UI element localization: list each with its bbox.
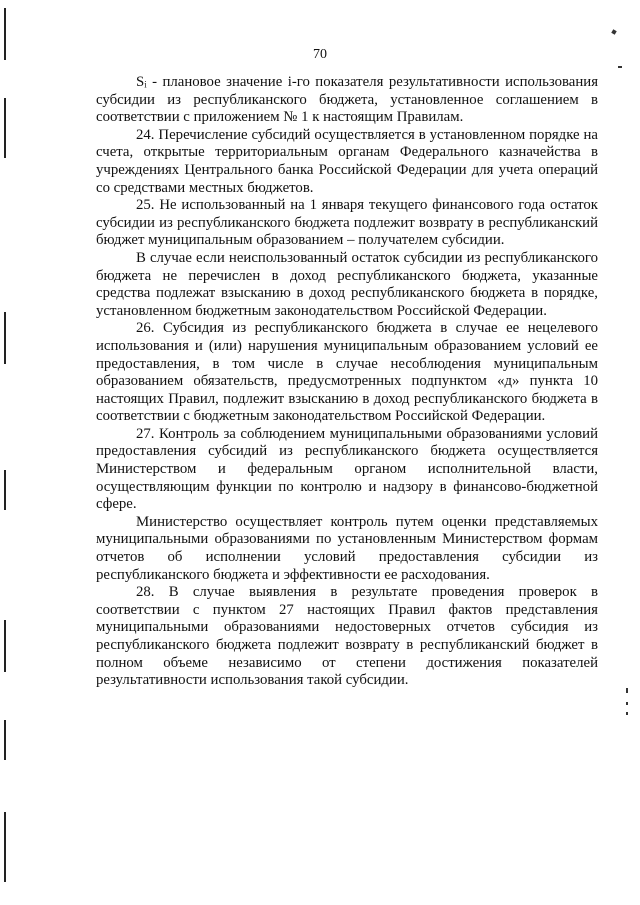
paragraph: 24. Перечисление субсидий осуществляется в установленном порядке на счета, открытые территориальным органам Федерального казначейства в учреждениях Центрального банка Российской Федерации для учета операций со средствами местных бюджетов. (96, 126, 598, 196)
paragraph: 26. Субсидия из республиканского бюджета в случае ее нецелевого использования и (или) нарушения муниципальным образованием условий ее предоставления, в том числе в случае несоблюдения муниципальным образованием обязательств, предусмотренных подпунктом «д» пункта 10 настоящих Правил, подлежит взысканию в доход республиканского бюджета в соответствии с бюджетным законодательством Российской Федерации. (96, 320, 598, 425)
scan-margin-line (4, 312, 6, 364)
scan-speck (626, 702, 628, 705)
scan-margin-line (4, 620, 6, 672)
paragraph: Sᵢ - плановое значение i-го показателя результативности использования субсидии из республиканского бюджета, установленное соглашением в соответствии с приложением № 1 к настоящим Правилам. (96, 74, 598, 126)
scan-margin-line (4, 720, 6, 760)
scan-margin-line (4, 470, 6, 510)
paragraph: Министерство осуществляет контроль путем оценки представляемых муниципальными образованиями по установленным Министерством формам отчетов об исполнении условий предоставления субсидии из республиканского бюджета и эффективности ее расходования. (96, 513, 598, 583)
scan-speck (611, 29, 616, 34)
paragraph: В случае если неиспользованный остаток субсидии из республиканского бюджета не перечислен в доход республиканского бюджета, указанные средства подлежат взысканию в доход республиканского бюджета в порядке, установленном бюджетным законодательством Российской Федерации. (96, 249, 598, 319)
paragraph: 27. Контроль за соблюдением муниципальными образованиями условий предоставления субсидий из республиканского бюджета осуществляется Министерством и федеральным органом исполнительной власти, осуществляющим функции по контролю и надзору в финансово-бюджетной сфере. (96, 425, 598, 513)
scan-speck (626, 688, 628, 693)
scan-margin-line (4, 812, 6, 882)
paragraph: 25. Не использованный на 1 января текущего финансового года остаток субсидии из республиканского бюджета подлежит возврату в республиканский бюджет муниципальным образованием – получателем субсидии. (96, 197, 598, 249)
scan-margin-line (4, 98, 6, 158)
paragraph: 28. В случае выявления в результате проведения проверок в соответствии с пунктом 27 настоящих Правил фактов представления муниципальными образованиями недостоверных отчетов субсидия из республиканского бюджета подлежит возврату в республиканский бюджет в полном объеме независимо от степени достижения показателей результативности использования такой субсидии. (96, 584, 598, 689)
document-body (96, 74, 598, 690)
page-number: 70 (313, 47, 327, 62)
scan-speck (618, 66, 622, 68)
scan-speck (626, 712, 628, 715)
